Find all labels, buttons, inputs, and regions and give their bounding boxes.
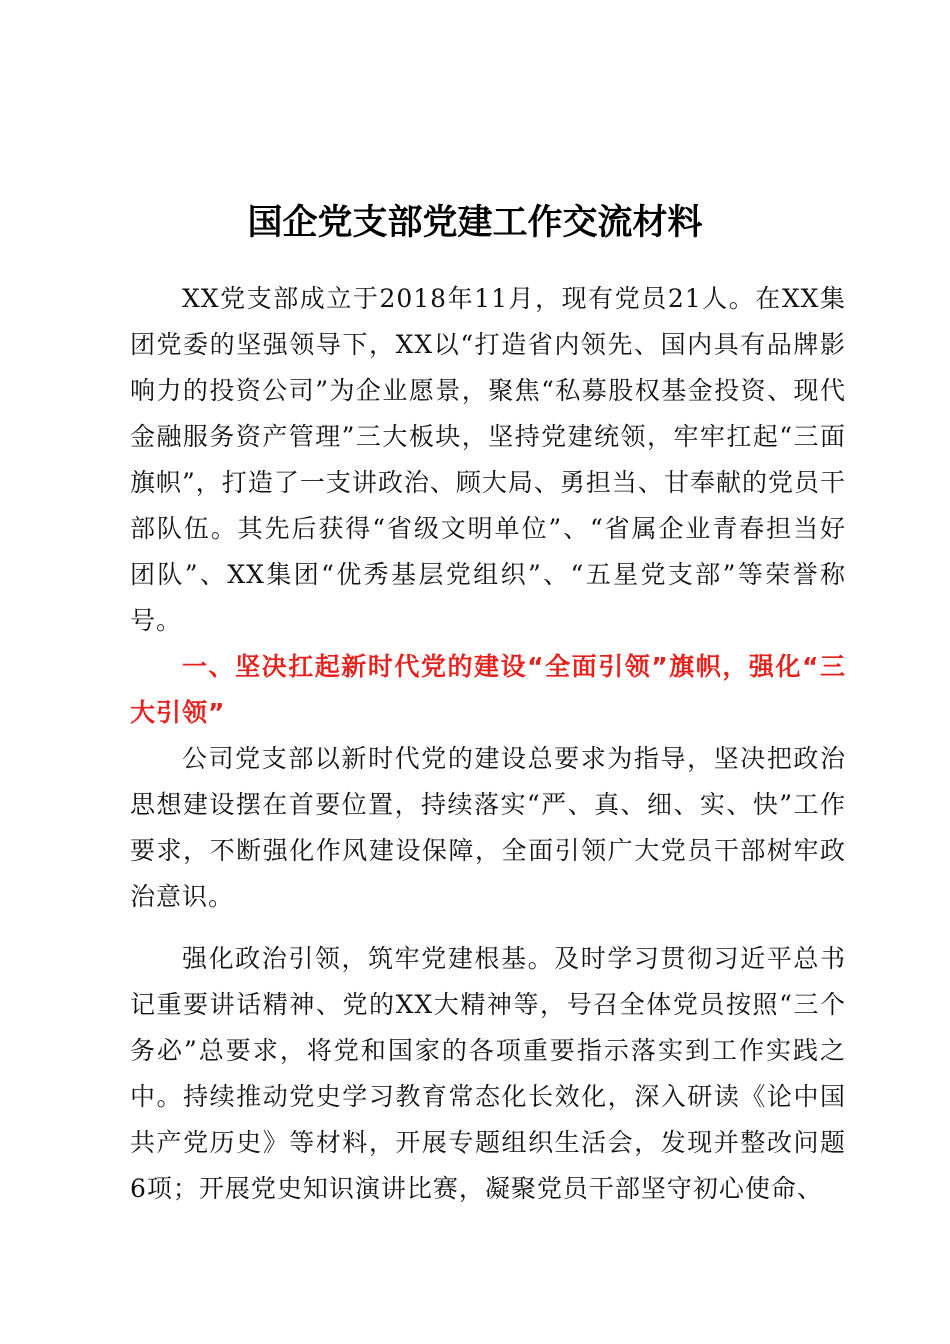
intro-paragraph: XX党支部成立于2018年11月，现有党员21人。在XX集团党委的坚强领导下，XX以“打造省内领先、国内具有品牌影响力的投资公司”为企业愿景，聚焦“私募股权基金投资、现代金融服务资产管理”三大板块，坚持党建统领，牢牢扛起“三面旗帜”，打造了一支讲政治、顾大局、勇担当、甘奉献的党员干部队伍。其先后获得“省级文明单位”、“省属企业青春担当好团队”、XX集团“优秀基层党组织”、“五星党支部”等荣誉称号。 [130,284,846,635]
document-title: 国企党支部党建工作交流材料 [247,202,703,243]
section-paragraph: 公司党支部以新时代党的建设总要求为指导，坚决把政治思想建设摆在首要位置，持续落实“严、真、细、实、快”工作要求，不断强化作风建设保障，全面引领广大党员干部树牢政治意识。 [130,744,846,911]
section-heading: 一、坚决扛起新时代党的建设“全面引领”旗帜，强化“三大引领” [130,652,846,727]
document-body [130,276,846,1212]
section-paragraph: 强化政治引领，筑牢党建根基。及时学习贯彻习近平总书记重要讲话精神、党的XX大精神等，号召全体党员按照“三个务必”总要求，将党和国家的各项重要指示落实到工作实践之中。持续推动党史学习教育常态化长效化，深入研读《论中国共产党历史》等材料，开展专题组织生活会，发现并整改问题6项；开展党史知识演讲比赛，凝聚党员干部坚守初心使命、 [130,944,846,1203]
